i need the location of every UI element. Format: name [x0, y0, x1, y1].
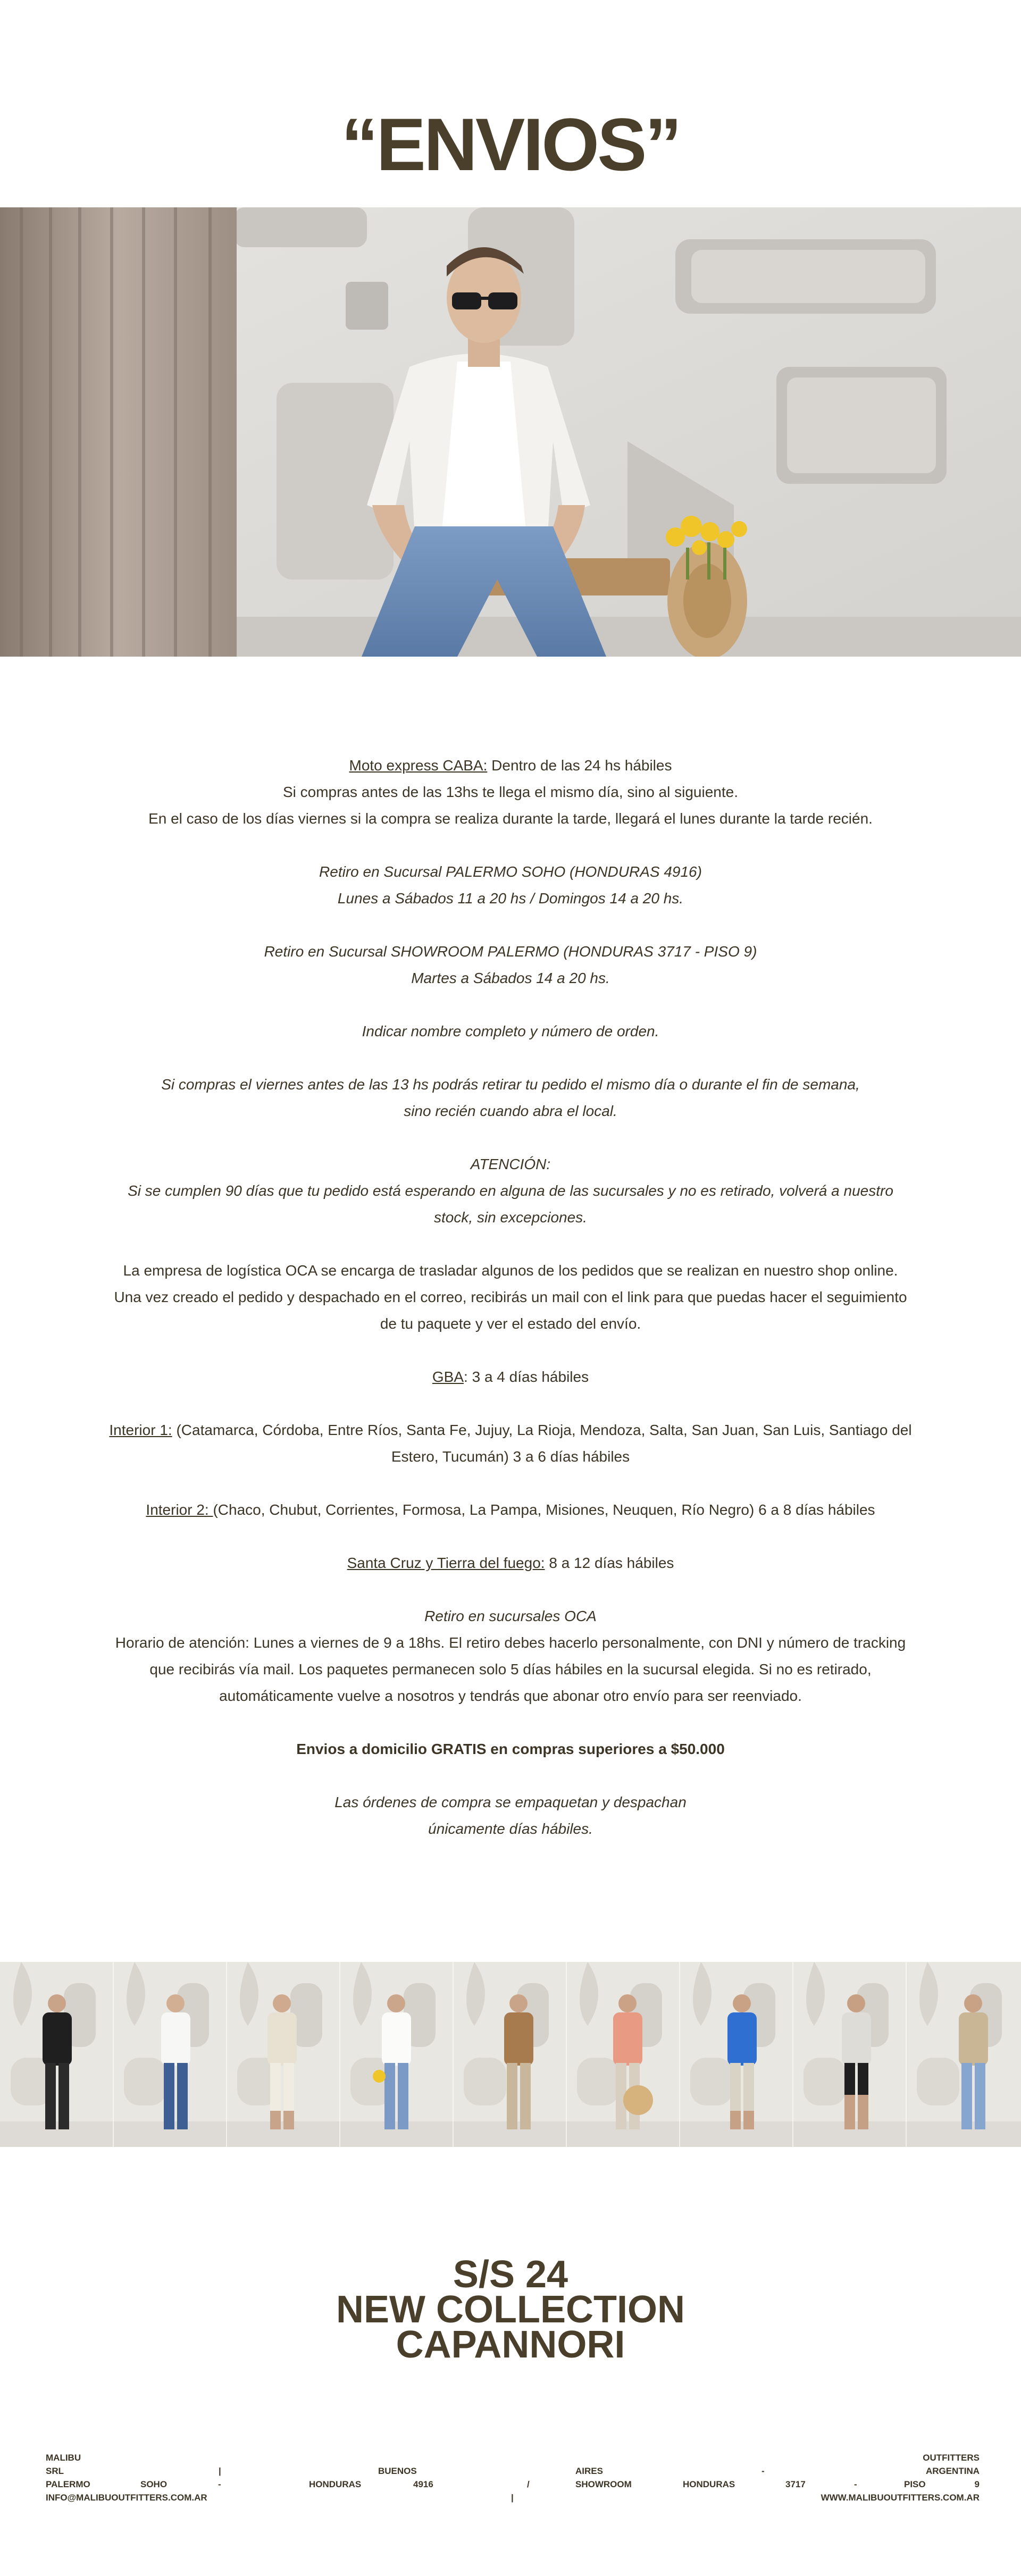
free-shipping-line [80, 1736, 941, 1763]
footer-city: BUENOS [378, 2466, 417, 2476]
oca-pickup-title: Retiro en sucursales OCA [424, 1608, 597, 1624]
interior1-line-1 [80, 1417, 941, 1444]
oca-info-line-3: de tu paquete y ver el estado del envío. [380, 1315, 641, 1332]
oca-pickup-line-3: automáticamente vuelve a nosotros y tendrás que abonar otro envío para ser reenviado. [219, 1688, 802, 1704]
moto-express-label: Moto express CABA: [349, 757, 488, 774]
footer-separator: | [219, 2466, 221, 2476]
order-note: Indicar nombre completo y número de orden. [362, 1023, 659, 1039]
interior2-text: (Chaco, Chubut, Corrientes, Formosa, La Pampa, Misiones, Neuquen, Río Negro) 6 a 8 días hábiles [213, 1501, 875, 1518]
interior1-text: (Catamarca, Córdoba, Entre Ríos, Santa Fe, Jujuy, La Rioja, Mendoza, Salta, San Juan, San Luis, Santiago del [172, 1422, 912, 1438]
moto-express-line-3: En el caso de los días viernes si la compra se realiza durante la tarde, llegará el lunes durante la tarde recién. [148, 810, 873, 827]
footer-row-1 [46, 2451, 980, 2464]
footer-row-4 [46, 2491, 980, 2504]
footer-brand-left: MALIBU [46, 2453, 81, 2463]
collection-subtitle: CAPANNORI [396, 2323, 625, 2366]
shipping-info [80, 752, 941, 1869]
footer-honduras: HONDURAS [309, 2479, 362, 2489]
footer-dash-2: - [854, 2479, 857, 2489]
oca-pickup-line-1: Horario de atención: Lunes a viernes de 9 a 18hs. El retiro debes hacerlo personalmente, con DNI y número de tracking [115, 1634, 906, 1651]
page-title: “ENVIOS” [341, 102, 680, 186]
lookbook-models-icon [0, 1962, 1021, 2147]
oca-pickup-line-2: que recibirás vía mail. Los paquetes permanecen solo 5 días hábiles en la sucursal elegida. Si no es retirado, [149, 1661, 872, 1677]
footer-brand-right: OUTFITTERS [923, 2453, 980, 2463]
footer-floor: 9 [974, 2479, 980, 2489]
footer-country: ARGENTINA [925, 2466, 980, 2476]
attention-title: ATENCIÓN: [470, 1156, 551, 1172]
footer [46, 2451, 980, 2504]
friday-note-line-2: sino recién cuando abra el local. [404, 1103, 617, 1119]
attention-line-2: stock, sin excepciones. [434, 1209, 587, 1226]
free-shipping-b: GRATIS [431, 1741, 487, 1757]
gba-text: : 3 a 4 días hábiles [464, 1369, 589, 1385]
free-shipping-c: en compras superiores a $50.000 [486, 1741, 725, 1757]
model-photo-icon [0, 207, 1021, 657]
collection-headline [0, 2253, 1021, 2366]
interior1-line-2: Estero, Tucumán) 3 a 6 días hábiles [391, 1448, 630, 1465]
footer-slash: / [527, 2479, 530, 2489]
moto-express-line-2: Si compras antes de las 13hs te llega el mismo día, sino al siguiente. [282, 784, 738, 800]
santacruz-label: Santa Cruz y Tierra del fuego: [347, 1555, 545, 1571]
footer-srl: SRL [46, 2466, 64, 2476]
moto-express-line [80, 752, 941, 779]
footer-piso: PISO [904, 2479, 926, 2489]
footer-4916: 4916 [413, 2479, 433, 2489]
showroom-pickup-line-1: Retiro en Sucursal SHOWROOM PALERMO (HONDURAS 3717 - PISO 9) [264, 943, 757, 960]
footer-honduras-2: HONDURAS [683, 2479, 735, 2489]
footer-website-link[interactable]: WWW.MALIBUOUTFITTERS.COM.AR [821, 2493, 980, 2503]
footer-row-2 [46, 2464, 980, 2478]
footer-showroom: SHOWROOM [575, 2479, 632, 2489]
oca-info-line-2: Una vez creado el pedido y despachado en el correo, recibirás un mail con el link para que puedas hacer el seguimiento [114, 1289, 907, 1305]
santacruz-line [80, 1550, 941, 1576]
footer-soho: SOHO [140, 2479, 168, 2489]
attention-line-1: Si se cumplen 90 días que tu pedido está esperando en alguna de las sucursales y no es retirado, volverá a nuestro [128, 1182, 893, 1199]
footer-email-link[interactable]: INFO@MALIBUOUTFITTERS.COM.AR [46, 2493, 207, 2503]
lookbook-strip [0, 1962, 1021, 2147]
dispatch-line-1: Las órdenes de compra se empaquetan y despachan [334, 1794, 687, 1810]
free-shipping-a: Envios a domicilio [296, 1741, 431, 1757]
footer-dash: - [761, 2466, 765, 2476]
footer-city-2: AIRES [575, 2466, 603, 2476]
footer-dash-1: - [218, 2479, 221, 2489]
hero-image [0, 207, 1021, 657]
dispatch-line-2: únicamente días hábiles. [428, 1820, 593, 1837]
footer-3717: 3717 [785, 2479, 806, 2489]
interior1-label: Interior 1: [109, 1422, 172, 1438]
footer-separator-2: | [511, 2493, 514, 2503]
interior2-label: Interior 2: [146, 1501, 213, 1518]
collection-season: S/S 24 [453, 2253, 568, 2296]
gba-label: GBA [432, 1369, 464, 1385]
oca-info-line-1: La empresa de logística OCA se encarga de trasladar algunos de los pedidos que se realizan en nuestro shop online. [123, 1262, 898, 1279]
soho-pickup-line-2: Lunes a Sábados 11 a 20 hs / Domingos 14 a 20 hs. [337, 890, 684, 907]
footer-row-3 [46, 2478, 980, 2491]
footer-palermo: PALERMO [46, 2479, 90, 2489]
gba-line [80, 1364, 941, 1390]
friday-note-line-1: Si compras el viernes antes de las 13 hs podrás retirar tu pedido el mismo día o durante el fin de semana, [161, 1076, 860, 1093]
moto-express-text: Dentro de las 24 hs hábiles [487, 757, 672, 774]
soho-pickup-line-1: Retiro en Sucursal PALERMO SOHO (HONDURAS 4916) [319, 863, 702, 880]
interior2-line [80, 1497, 941, 1523]
santacruz-text: 8 a 12 días hábiles [545, 1555, 674, 1571]
showroom-pickup-line-2: Martes a Sábados 14 a 20 hs. [411, 970, 610, 986]
collection-name: NEW COLLECTION [336, 2288, 685, 2331]
